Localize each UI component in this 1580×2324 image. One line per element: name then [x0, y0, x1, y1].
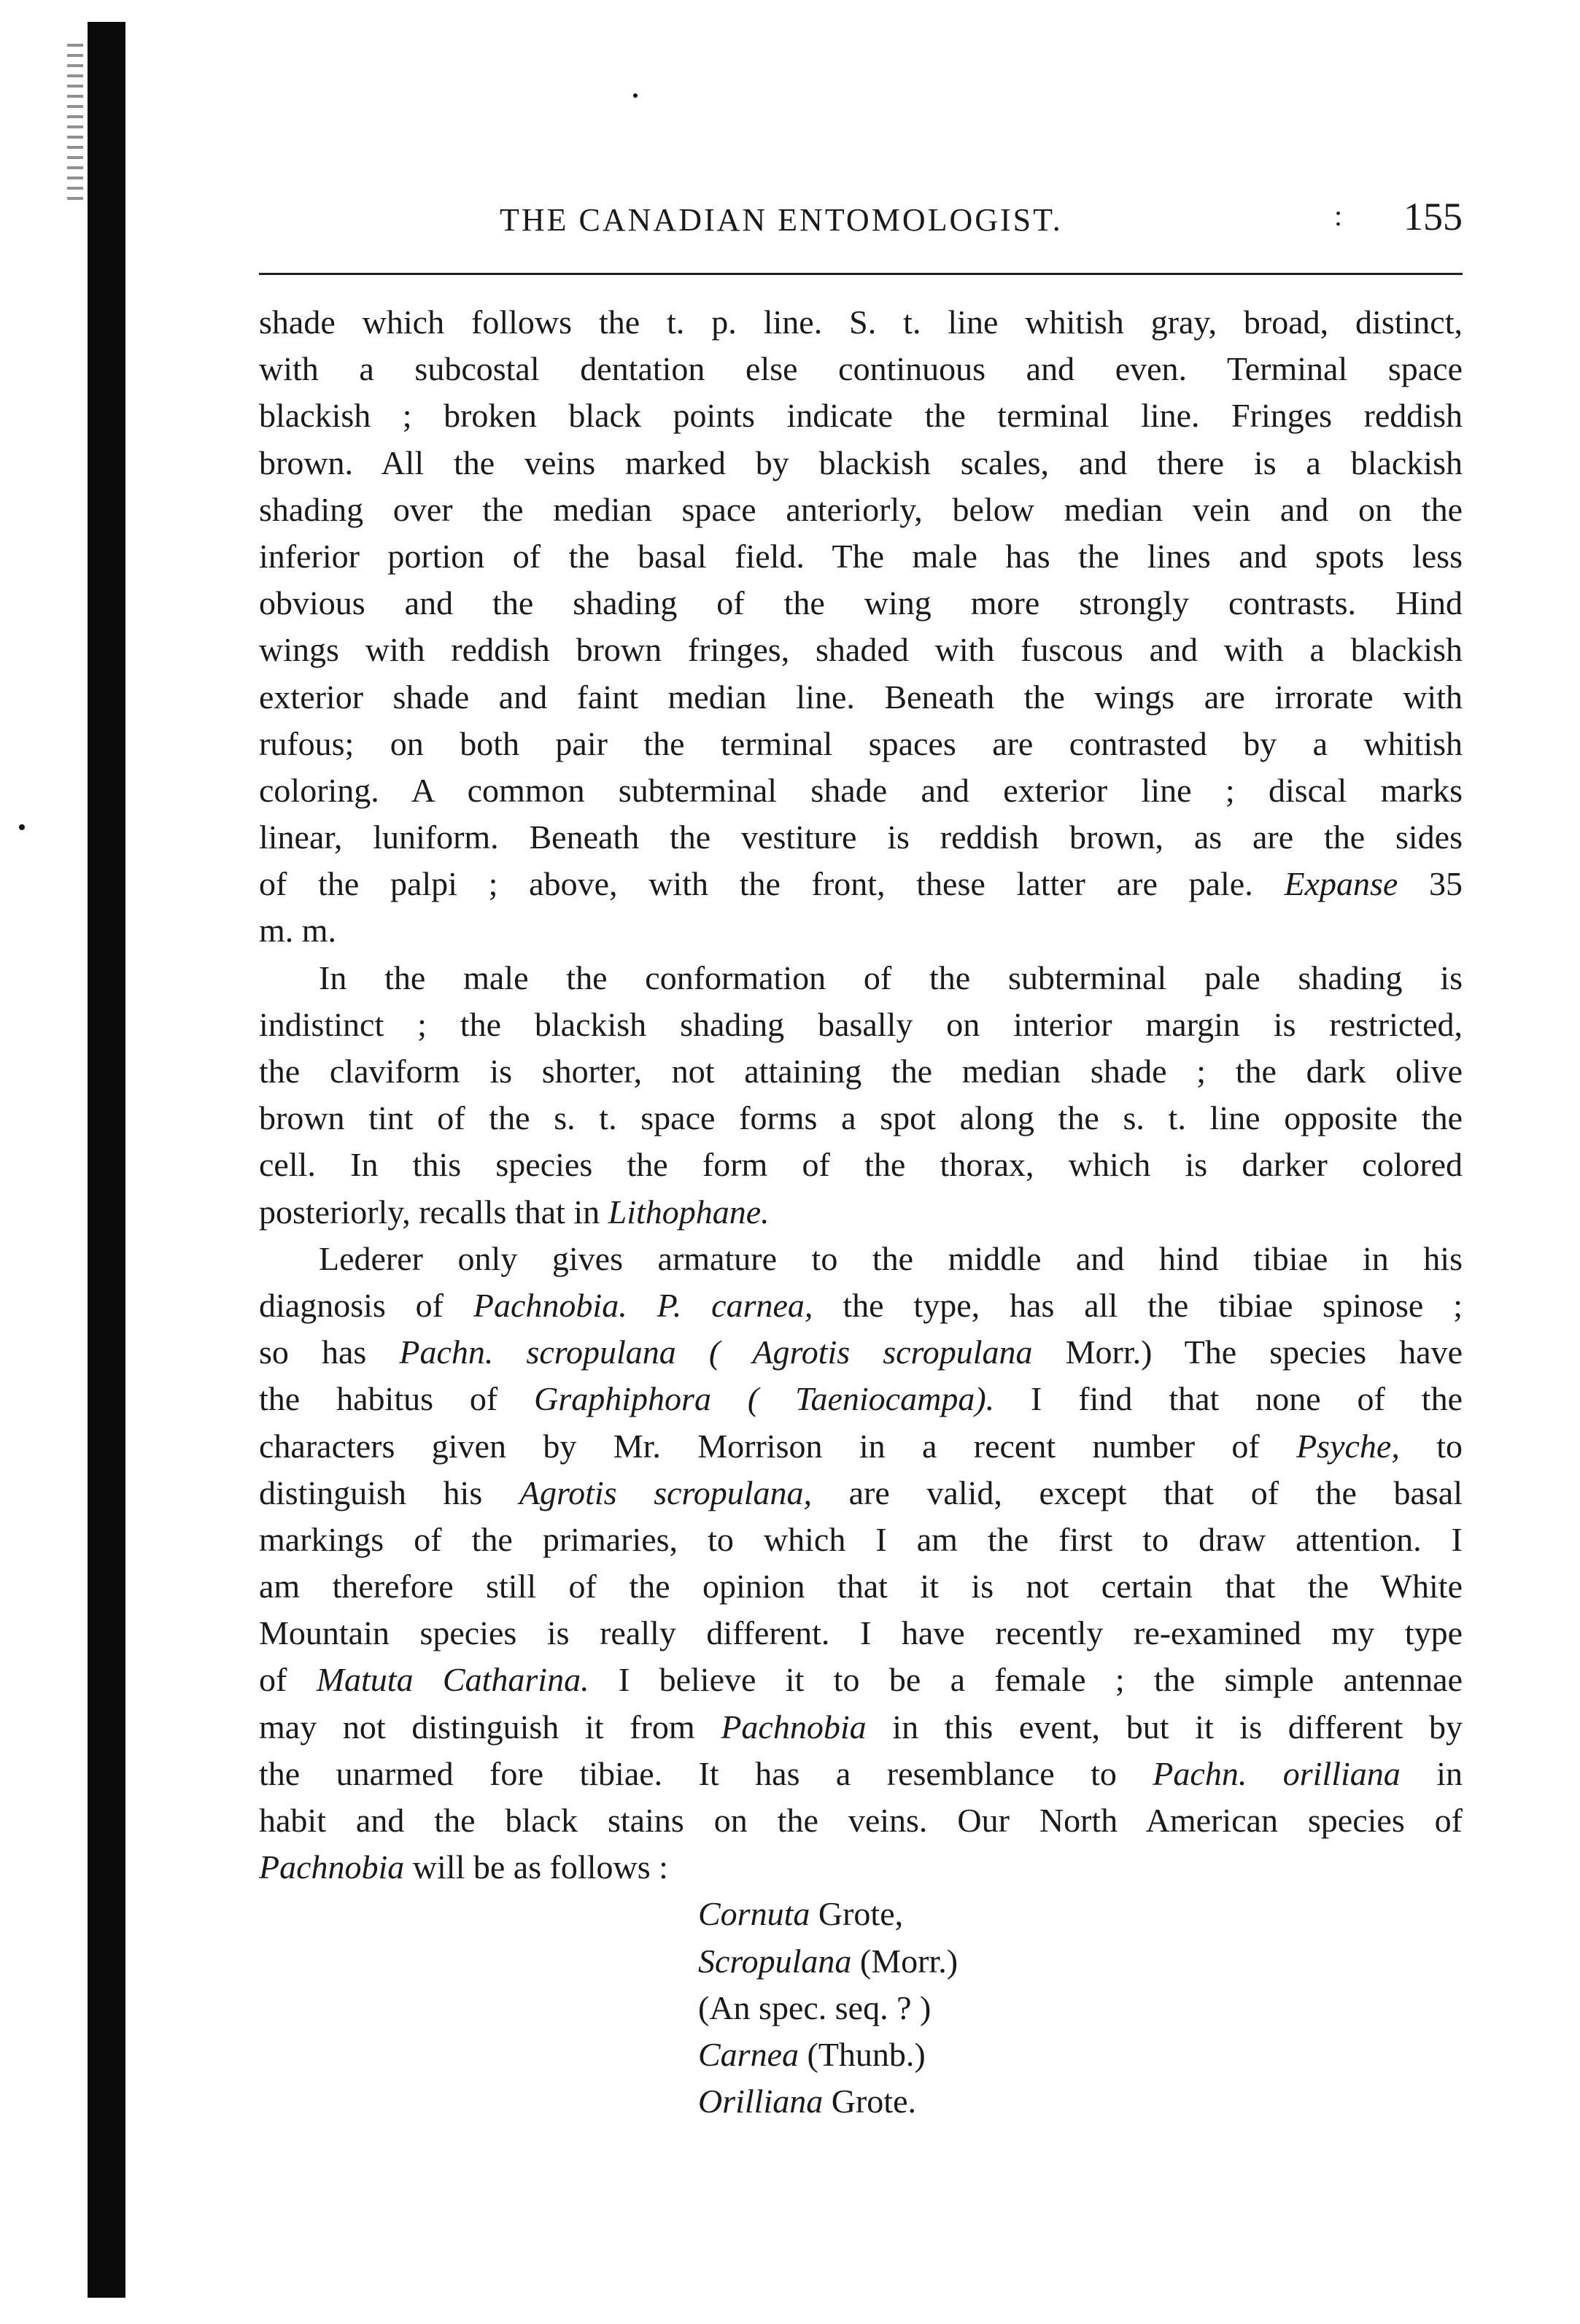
text-run: of the palpi ; above, with the front, these latter are pale.	[259, 865, 1285, 903]
text-run: with a subcostal dentation else continuous and even. Terminal space	[259, 350, 1463, 388]
text-run: characters given by Mr. Morrison in a recent number of	[259, 1427, 1297, 1465]
text-run: blackish ; broken black points indicate the terminal line. Fringes reddish	[259, 397, 1463, 435]
text-run: indistinct ; the blackish shading basally on interior margin is restricted,	[259, 1005, 1463, 1043]
text-run: Morr.) The species have	[1032, 1333, 1463, 1371]
text-run: the unarmed fore tibiae. It has a resemblance to	[259, 1754, 1153, 1792]
text-line	[259, 1236, 1463, 1282]
text-run: diagnosis of	[259, 1286, 473, 1324]
page-number: 155	[1403, 195, 1463, 239]
text-run: distinguish his	[259, 1473, 519, 1511]
text-run: I believe it to be a female ; the simple antennae	[589, 1661, 1463, 1699]
text-run: shade which follows the t. p. line. S. t. line whitish gray, broad, distinct,	[259, 303, 1463, 341]
species-list-item	[259, 2031, 1463, 2078]
species-list-item	[259, 2078, 1463, 2125]
text-run: Grote.	[823, 2083, 916, 2120]
text-run: rufous; on both pair the terminal spaces are contrasted by a whitish	[259, 724, 1463, 762]
text-line	[259, 1423, 1463, 1470]
text-run: in	[1400, 1754, 1463, 1792]
text-line	[259, 1657, 1463, 1703]
text-line	[259, 1704, 1463, 1751]
italic-text: Agrotis scropulana,	[519, 1473, 813, 1511]
text-line	[259, 1142, 1463, 1188]
scan-speck	[19, 824, 25, 830]
text-line	[259, 440, 1463, 487]
text-run: habit and the black stains on the veins. Our North American species of	[259, 1802, 1463, 1839]
text-run: Mountain species is really different. I have recently re-examined my type	[259, 1614, 1463, 1652]
text-run: to	[1399, 1427, 1463, 1465]
text-run: Grote,	[810, 1895, 904, 1933]
italic-text: Pachnobia	[259, 1848, 405, 1886]
stray-mark: :	[1334, 199, 1343, 232]
text-line	[259, 1095, 1463, 1142]
text-run: 35	[1398, 865, 1463, 903]
text-run: so has	[259, 1333, 400, 1371]
text-line	[259, 1751, 1463, 1797]
text-line	[259, 861, 1463, 907]
italic-text: Carnea	[698, 2035, 799, 2073]
text-run: brown. All the veins marked by blackish scales, and there is a blackish	[259, 444, 1463, 481]
text-run: the habitus of	[259, 1380, 535, 1418]
text-line	[259, 1844, 1463, 1891]
text-line	[259, 627, 1463, 673]
text-run: the claviform is shorter, not attaining the median shade ; the dark olive	[259, 1053, 1463, 1090]
text-line	[259, 767, 1463, 814]
species-list-item	[259, 1985, 1463, 2031]
italic-text: Scropulana	[698, 1942, 852, 1980]
text-line	[259, 1002, 1463, 1048]
text-line	[259, 955, 1463, 1002]
text-line	[259, 346, 1463, 392]
text-line	[259, 1376, 1463, 1422]
text-run: linear, luniform. Beneath the vestiture is reddish brown, as are the sides	[259, 818, 1463, 856]
italic-text: Matuta Catharina.	[316, 1661, 589, 1699]
text-line	[259, 1797, 1463, 1844]
text-run: (Thunb.)	[799, 2035, 926, 2073]
text-line	[259, 1048, 1463, 1095]
text-run: obvious and the shading of the wing more strongly contrasts. Hind	[259, 584, 1463, 622]
text-run: cell. In this species the form of the thorax, which is darker colored	[259, 1146, 1463, 1184]
italic-text: Expanse	[1284, 865, 1398, 903]
text-line	[259, 299, 1463, 346]
text-line	[259, 1610, 1463, 1657]
text-run: am therefore still of the opinion that it is not certain that the White	[259, 1568, 1463, 1606]
body-text	[259, 299, 1463, 2125]
text-line	[259, 533, 1463, 580]
species-list-item	[259, 1891, 1463, 1937]
italic-text: Pachn. scropulana ( Agrotis scropulana	[399, 1333, 1033, 1371]
italic-text: P. carnea,	[657, 1286, 813, 1324]
text-run: of	[259, 1661, 317, 1699]
header-rule	[259, 273, 1463, 275]
text-run: I find that none of the	[994, 1380, 1463, 1418]
text-run: (An spec. seq. ? )	[698, 1988, 932, 2026]
italic-text: Graphiphora ( Taeniocampa).	[534, 1380, 995, 1418]
text-line	[259, 580, 1463, 627]
text-run: may not distinguish it from	[259, 1708, 721, 1746]
italic-text: Orilliana	[698, 2083, 824, 2120]
text-run: brown tint of the s. t. space forms a spot along the s. t. line opposite the	[259, 1099, 1463, 1137]
text-run: (Morr.)	[851, 1942, 959, 1980]
text-line	[259, 1189, 1463, 1236]
scan-edge-mark	[67, 44, 83, 204]
text-run: m. m.	[259, 912, 337, 950]
text-line	[259, 814, 1463, 861]
text-run: the type, has all the tibiae spinose ;	[813, 1286, 1463, 1324]
italic-text: Pachnobia.	[473, 1286, 627, 1324]
text-run: will be as follows :	[404, 1848, 668, 1886]
text-run: exterior shade and faint median line. Beneath the wings are irrorate with	[259, 678, 1463, 716]
text-line	[259, 907, 1463, 954]
species-list-item	[259, 1938, 1463, 1985]
text-line	[259, 1517, 1463, 1563]
italic-text: Lithophane.	[608, 1193, 770, 1231]
text-run: In the male the conformation of the subterminal pale shading is	[319, 958, 1463, 996]
text-run: in this event, but it is different by	[866, 1708, 1463, 1746]
text-line	[259, 1282, 1463, 1329]
text-line	[259, 1329, 1463, 1376]
text-run: wings with reddish brown fringes, shaded with fuscous and with a blackish	[259, 631, 1463, 669]
text-run: inferior portion of the basal field. The male has the lines and spots less	[259, 537, 1463, 575]
text-line	[259, 674, 1463, 721]
text-run: posteriorly, recalls that in	[259, 1193, 608, 1231]
italic-text: Psyche,	[1296, 1427, 1400, 1465]
text-run: are valid, except that of the basal	[812, 1473, 1463, 1511]
running-title: THE CANADIAN ENTOMOLOGIST.	[500, 202, 1063, 238]
text-run: coloring. A common subterminal shade and exterior line ; discal marks	[259, 771, 1463, 809]
text-run: Lederer only gives armature to the middle and hind tibiae in his	[319, 1239, 1463, 1277]
italic-text: Cornuta	[698, 1895, 810, 1933]
italic-text: Pachn. orilliana	[1153, 1754, 1401, 1792]
text-line	[259, 1563, 1463, 1610]
text-run: markings of the primaries, to which I am the first to draw attention. I	[259, 1520, 1463, 1558]
page-header	[259, 191, 1463, 249]
book-spine-shadow	[88, 22, 125, 2298]
text-line	[259, 392, 1463, 439]
text-run: shading over the median space anteriorly, below median vein and on the	[259, 490, 1463, 528]
text-line	[259, 487, 1463, 533]
scan-speck	[633, 93, 638, 98]
italic-text: Pachnobia	[721, 1708, 867, 1746]
text-run	[627, 1287, 657, 1324]
text-line	[259, 1470, 1463, 1517]
text-line	[259, 721, 1463, 767]
